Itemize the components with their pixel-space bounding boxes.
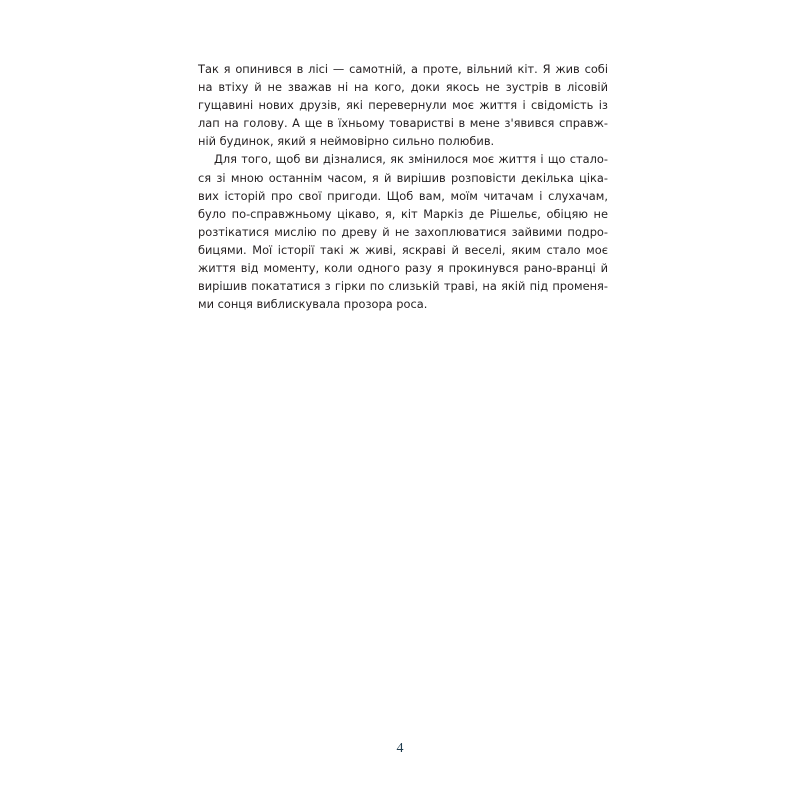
paragraph-2 — [198, 150, 608, 313]
text-line: вих історій про свої пригоди. Щоб вам, моїм читачам і слухачам, — [198, 188, 608, 203]
paragraph-1 — [198, 60, 608, 150]
text-line: ній будинок, який я неймовірно сильно полюбив. — [198, 134, 495, 149]
text-line: було по-справжньому цікаво, я, кіт Маркіз де Рішельє, обіцяю не — [198, 206, 608, 221]
text-line: розтікатися мислію по древу й не захоплюватися зайвими подро- — [198, 224, 608, 239]
text-line: життя від моменту, коли одного разу я прокинувся рано-вранці й — [198, 261, 608, 276]
text-line: ми сонця виблискувала прозора роса. — [198, 297, 428, 312]
text-line: ся зі мною останнім часом, я й вирішив розповісти декілька ціка- — [198, 170, 608, 185]
text-line: вирішив покататися з гірки по слизькій траві, на якій під променя- — [198, 279, 608, 294]
body-text — [198, 60, 608, 313]
text-line: Так я опинився в лісі — самотній, а проте, вільний кіт. Я жив собі — [198, 62, 608, 76]
text-line: Для того, щоб ви дізналися, як змінилося моє життя і що стало- — [214, 152, 608, 167]
text-line: гущавині нових друзів, які перевернули моє життя і свідомість із — [198, 98, 608, 113]
text-line: на втіху й не зважав ні на кого, доки якось не зустрів в лісовій — [198, 80, 608, 95]
text-line: бицями. Мої історії такі ж живі, яскраві й веселі, яким стало моє — [198, 242, 608, 257]
page-number: 4 — [396, 741, 404, 756]
text-line: лап на голову. А ще в їхньому товаристві в мене з'явився справж- — [198, 116, 608, 131]
